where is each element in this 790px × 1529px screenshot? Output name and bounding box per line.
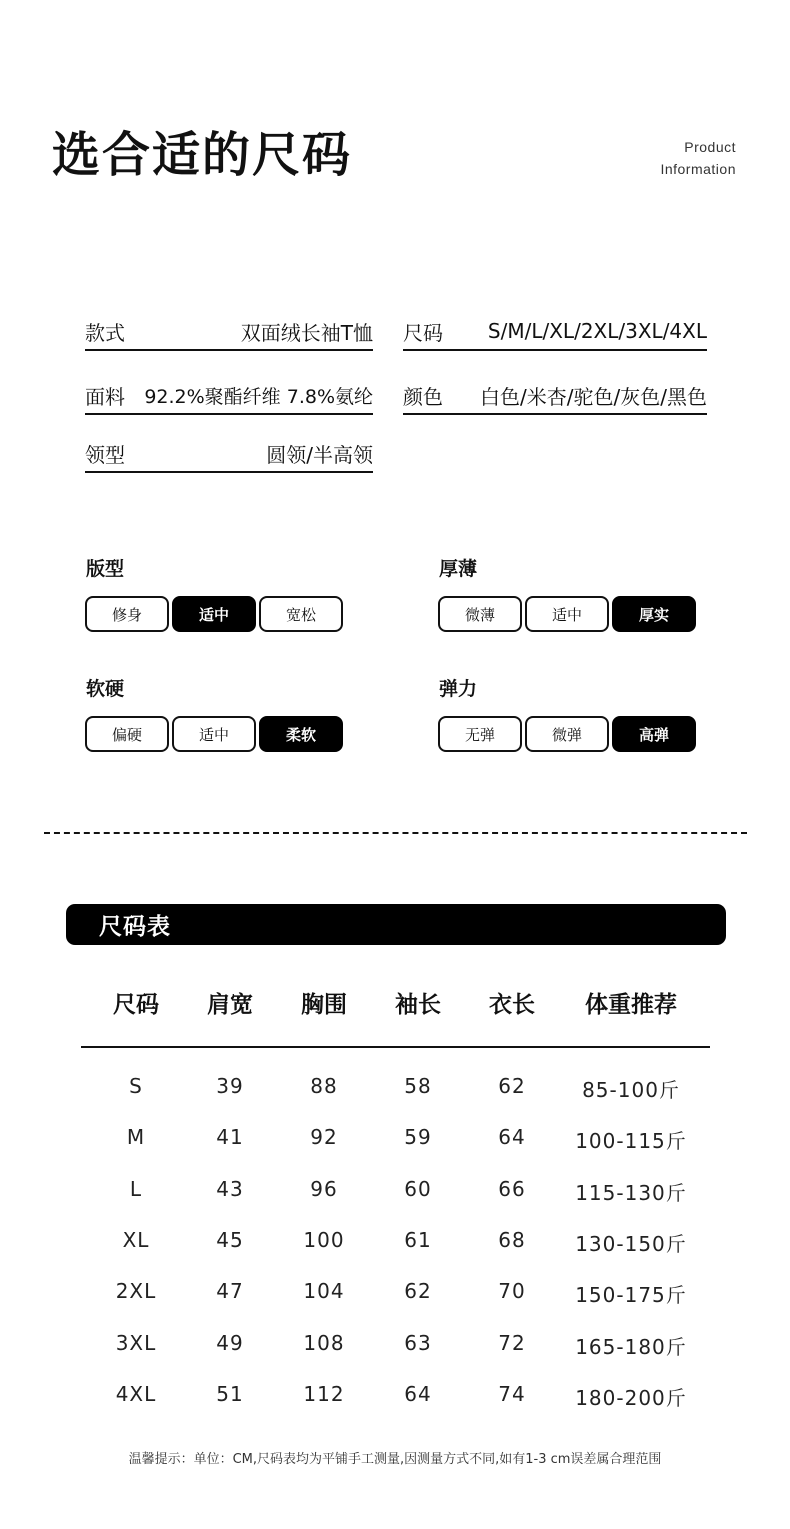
cell-weight: 100-115斤 [575, 1129, 687, 1153]
cell-size: M [126, 1125, 146, 1149]
spec-value: 92.2%聚酯纤维 7.8%氨纶 [144, 385, 373, 408]
cell-weight: 165-180斤 [575, 1335, 687, 1359]
softness-selector [85, 716, 343, 752]
spec-label: 领型 [85, 442, 125, 467]
softness-option-soft: 柔软 [259, 716, 343, 752]
column-header-chest: 胸围 [301, 992, 347, 1018]
spec-value: 白色/米杏/驼色/灰色/黑色 [480, 384, 707, 409]
cell-length: 72 [498, 1331, 526, 1355]
cell-shoulder: 39 [216, 1074, 244, 1098]
spec-label: 颜色 [403, 384, 443, 409]
spec-value: 双面绒长袖T恤 [240, 320, 373, 345]
spec-row-color [403, 377, 707, 415]
column-header-length: 衣长 [489, 992, 535, 1018]
cell-length: 66 [498, 1177, 526, 1201]
column-header-sleeve: 袖长 [395, 992, 441, 1018]
elasticity-title: 弹力 [439, 678, 478, 700]
spec-value: 圆领/半高领 [266, 442, 373, 467]
size-table-title: 尺码表 [99, 914, 171, 940]
cell-chest: 92 [310, 1125, 338, 1149]
cell-sleeve: 62 [404, 1279, 432, 1303]
cell-sleeve: 59 [404, 1125, 432, 1149]
spec-row-style [85, 313, 373, 351]
thickness-option-medium: 适中 [525, 596, 609, 632]
cell-shoulder: 49 [216, 1331, 244, 1355]
size-table-title-bar [66, 904, 726, 945]
measurement-note: 温馨提示：单位：CM,尺码表均为平铺手工测量,因测量方式不同,如有1-3 cm误差属合理范围 [128, 1452, 662, 1467]
cell-size: 2XL [115, 1279, 157, 1303]
information-label: Information [660, 161, 736, 177]
page-title: 选合适的尺码 [52, 127, 353, 183]
product-label: Product [684, 139, 736, 155]
cell-sleeve: 61 [404, 1228, 432, 1252]
cell-sleeve: 63 [404, 1331, 432, 1355]
fit-title: 版型 [86, 558, 125, 580]
cell-length: 62 [498, 1074, 526, 1098]
softness-title: 软硬 [86, 678, 125, 700]
cell-length: 74 [498, 1382, 526, 1406]
spec-label: 款式 [85, 320, 125, 345]
cell-sleeve: 58 [404, 1074, 432, 1098]
elasticity-option-high: 高弹 [612, 716, 696, 752]
cell-weight: 115-130斤 [575, 1181, 687, 1205]
cell-shoulder: 41 [216, 1125, 244, 1149]
section-divider [44, 832, 747, 834]
cell-chest: 104 [303, 1279, 345, 1303]
thickness-option-thick: 厚实 [612, 596, 696, 632]
cell-shoulder: 43 [216, 1177, 244, 1201]
fit-option-slim: 修身 [85, 596, 169, 632]
cell-length: 64 [498, 1125, 526, 1149]
cell-shoulder: 51 [216, 1382, 244, 1406]
cell-chest: 112 [303, 1382, 345, 1406]
elasticity-option-slight: 微弹 [525, 716, 609, 752]
cell-shoulder: 47 [216, 1279, 244, 1303]
fit-option-regular: 适中 [172, 596, 256, 632]
cell-length: 70 [498, 1279, 526, 1303]
fit-selector [85, 596, 343, 632]
spec-row-size [403, 313, 707, 351]
cell-chest: 100 [303, 1228, 345, 1252]
cell-sleeve: 60 [404, 1177, 432, 1201]
thickness-selector [438, 596, 696, 632]
softness-option-medium: 适中 [172, 716, 256, 752]
cell-sleeve: 64 [404, 1382, 432, 1406]
cell-size: 3XL [115, 1331, 157, 1355]
cell-weight: 85-100斤 [582, 1078, 680, 1102]
column-header-shoulder: 肩宽 [207, 992, 253, 1018]
cell-chest: 108 [303, 1331, 345, 1355]
cell-weight: 130-150斤 [575, 1232, 687, 1256]
cell-size: S [129, 1074, 143, 1098]
product-information-label [660, 136, 736, 180]
elasticity-option-none: 无弹 [438, 716, 522, 752]
cell-size: L [129, 1177, 143, 1201]
cell-chest: 88 [310, 1074, 338, 1098]
cell-size: 4XL [115, 1382, 157, 1406]
cell-length: 68 [498, 1228, 526, 1252]
elasticity-selector [438, 716, 696, 752]
spec-value: S/M/L/XL/2XL/3XL/4XL [487, 319, 707, 343]
cell-size: XL [122, 1228, 150, 1252]
cell-weight: 180-200斤 [575, 1386, 687, 1410]
cell-weight: 150-175斤 [575, 1283, 687, 1307]
cell-shoulder: 45 [216, 1228, 244, 1252]
spec-row-fabric [85, 377, 373, 415]
table-header-rule [81, 1046, 710, 1048]
softness-option-stiff: 偏硬 [85, 716, 169, 752]
fit-option-loose: 宽松 [259, 596, 343, 632]
thickness-option-thin: 微薄 [438, 596, 522, 632]
spec-row-collar [85, 435, 373, 473]
column-header-weight: 体重推荐 [585, 992, 677, 1018]
thickness-title: 厚薄 [439, 558, 478, 580]
cell-chest: 96 [310, 1177, 338, 1201]
column-header-size: 尺码 [113, 992, 159, 1018]
spec-label: 面料 [85, 384, 125, 409]
spec-label: 尺码 [403, 320, 443, 345]
